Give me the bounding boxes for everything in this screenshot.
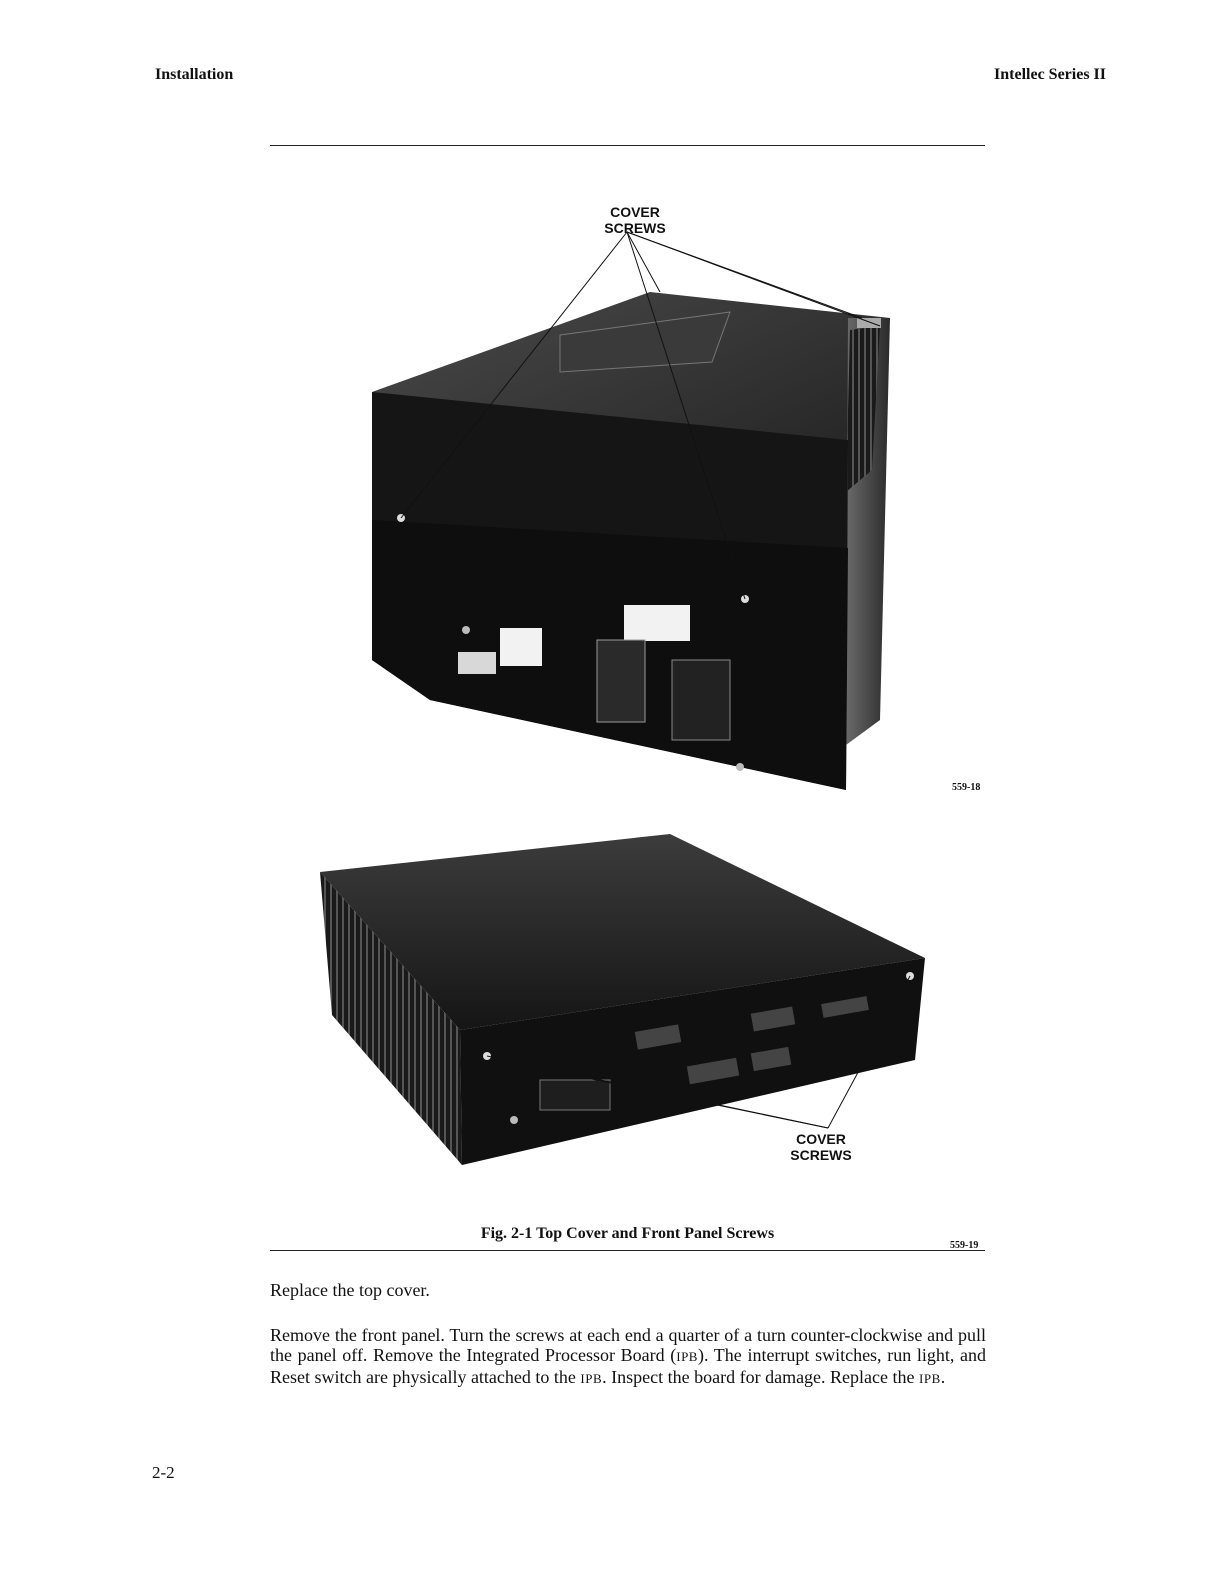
callout-cover-screws-bottom [782,1131,860,1163]
callout-bottom-line2: SCREWS [790,1147,852,1163]
figure-caption-rule [270,1250,985,1251]
front-panel-switch-block [458,652,496,674]
callout-cover-screws-top [598,204,672,236]
p2-text-3: . Inspect the board for damage. Replace the [602,1367,920,1387]
reset-switch [462,626,470,634]
p2-ipb-1: IPB [676,1349,698,1364]
figure-caption: Fig. 2-1 Top Cover and Front Panel Screws [480,1225,775,1242]
paragraph-remove-front-panel [270,1325,986,1389]
connector-crt [540,1080,610,1110]
p2-text-2: ). The interrupt switches, run light, and Reset switch are physically attached to the [270,1345,986,1387]
paragraph-replace-cover: Replace the top cover. [270,1280,430,1300]
chassis-photo-flat [320,834,925,1165]
page-number: 2-2 [152,1463,175,1482]
photo-id-upper: 559-18 [952,782,981,793]
front-panel-window-right [624,605,690,641]
cover-screw-rear [857,318,881,328]
p2-text-4: . [940,1367,946,1387]
connector-bank [672,660,730,740]
running-header-section: Installation [155,66,234,83]
front-screw [736,763,744,771]
p2-ipb-2: IPB [580,1371,603,1386]
front-panel-window-left [500,628,542,666]
p2-ipb-3: IPB [919,1371,941,1386]
photo-id-lower: 559-19 [950,1240,979,1251]
chassis-photo-upright [372,232,890,790]
callout-top-line2: SCREWS [604,220,666,236]
interrupt-switch-bank [597,640,645,722]
callout-top-line1: COVER [610,204,660,220]
p2-text-1: Remove the front panel. Turn the screws at each end a quarter of a turn counter-clockwise and pull the panel off. Remove the Integrated Processor Board ( [270,1325,986,1365]
front-panel-screw-lower [510,1116,518,1124]
callout-bottom-line1: COVER [796,1131,846,1147]
running-header-title: Intellec Series II [994,66,1106,83]
